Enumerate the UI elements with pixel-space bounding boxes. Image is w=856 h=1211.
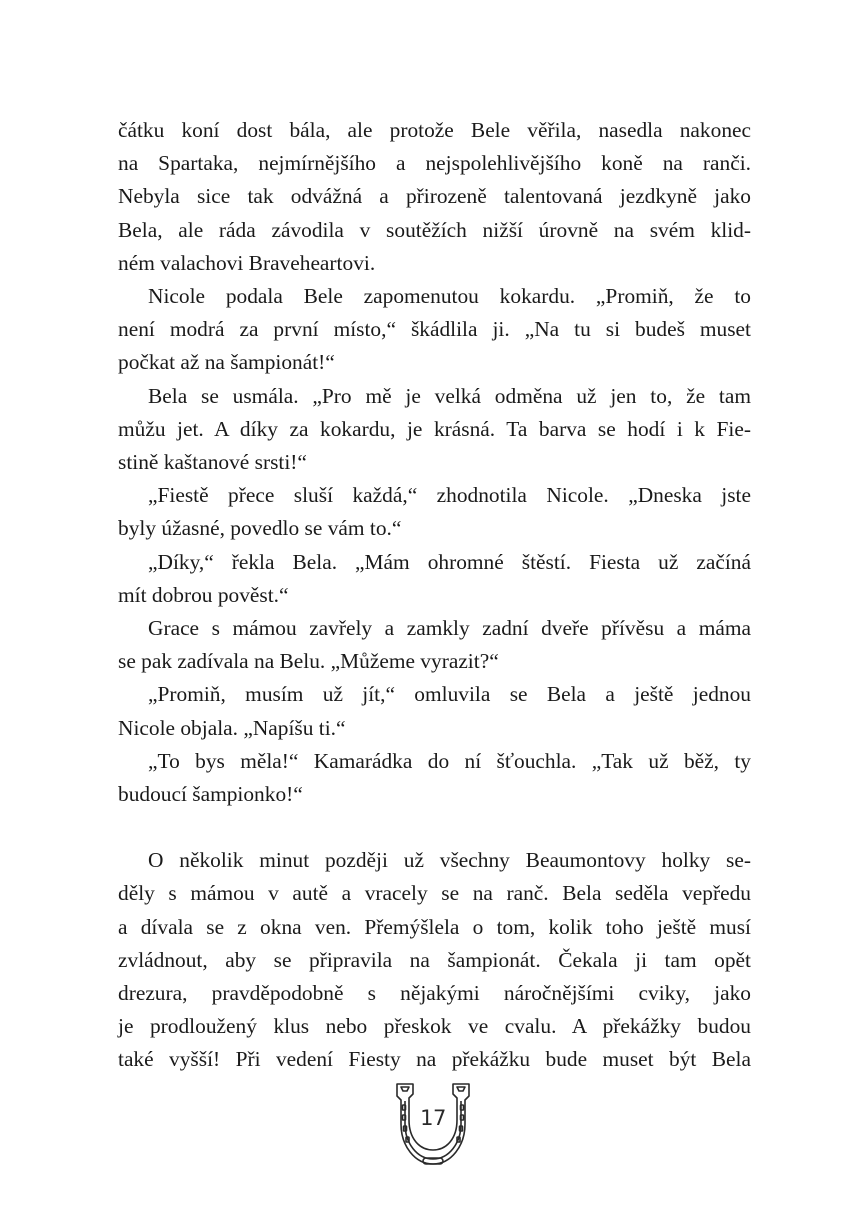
text-line: „To bys měla!“ Kamarádka do ní šťouchla. „Tak už běž, ty [148,748,751,773]
text-line: „Díky,“ řekla Bela. „Mám ohromné štěstí. Fiesta už začíná [148,549,751,574]
paragraph [118,114,751,280]
body-text [118,114,751,1077]
text-line: O několik minut později už všechny Beaumontovy holky se- [148,848,751,873]
text-line: „Promiň, musím už jít,“ omluvila se Bela a ještě jednou [148,682,751,707]
text-line: mít dobrou pověst.“ [118,582,289,607]
text-line: Bela se usmála. „Pro mě je velká odměna už jen to, že tam [148,383,751,408]
page-number: 17 [420,1106,446,1130]
text-line: také vyšší! Při vedení Fiesty na překážku bude muset být Bela [118,1047,751,1072]
text-line: na Spartaka, nejmírnějšího a nejspolehlivějšího koně na ranči. [118,151,751,176]
text-line: děly s mámou v autě a vracely se na ranč. Bela seděla vepředu [118,881,751,906]
text-line: stině kaštanové srsti!“ [118,450,307,475]
paragraph [118,280,751,380]
text-line: „Fiestě přece sluší každá,“ zhodnotila Nicole. „Dneska jste [148,483,751,508]
text-line: je prodloužený klus nebo přeskok ve cvalu. A překážky budou [118,1014,751,1039]
text-line: se pak zadívala na Belu. „Můžeme vyrazit?“ [118,649,499,674]
text-line: Nicole podala Bele zapomenutou kokardu. „Promiň, že to [148,284,751,309]
text-line: ném valachovi Braveheartovi. [118,250,376,275]
paragraph [118,678,751,744]
text-line: budoucí šampionko!“ [118,782,303,807]
paragraph [118,612,751,678]
text-line: Grace s mámou zavřely a zamkly zadní dveře přívěsu a máma [148,616,751,641]
text-line: není modrá za první místo,“ škádlila ji. „Na tu si budeš muset [118,317,751,342]
text-line: počkat až na šampionát!“ [118,350,335,375]
paragraph [118,844,751,1076]
text-line: zvládnout, aby se připravila na šampionát. Čekala ji tam opět [118,947,751,972]
section-break [118,811,751,844]
text-line: Nicole objala. „Napíšu ti.“ [118,715,346,740]
text-line: čátku koní dost bála, ale protože Bele věřila, nasedla nakonec [118,118,751,142]
paragraph [118,745,751,811]
paragraph [118,479,751,545]
text-line: můžu jet. A díky za kokardu, je krásná. Ta barva se hodí i k Fie- [118,416,751,441]
text-line: drezura, pravděpodobně s nějakými náročnějšími cviky, jako [118,981,751,1006]
text-line: Nebyla sice tak odvážná a přirozeně talentovaná jezdkyně jako [118,184,751,209]
text-line: byly úžasné, povedlo se vám to.“ [118,516,402,541]
paragraph [118,380,751,480]
text-line: a dívala se z okna ven. Přemýšlela o tom, kolik toho ještě musí [118,914,751,939]
paragraph [118,546,751,612]
page-number-folio [393,1080,473,1168]
text-line: Bela, ale ráda závodila v soutěžích nižší úrovně na svém klid- [118,217,751,242]
